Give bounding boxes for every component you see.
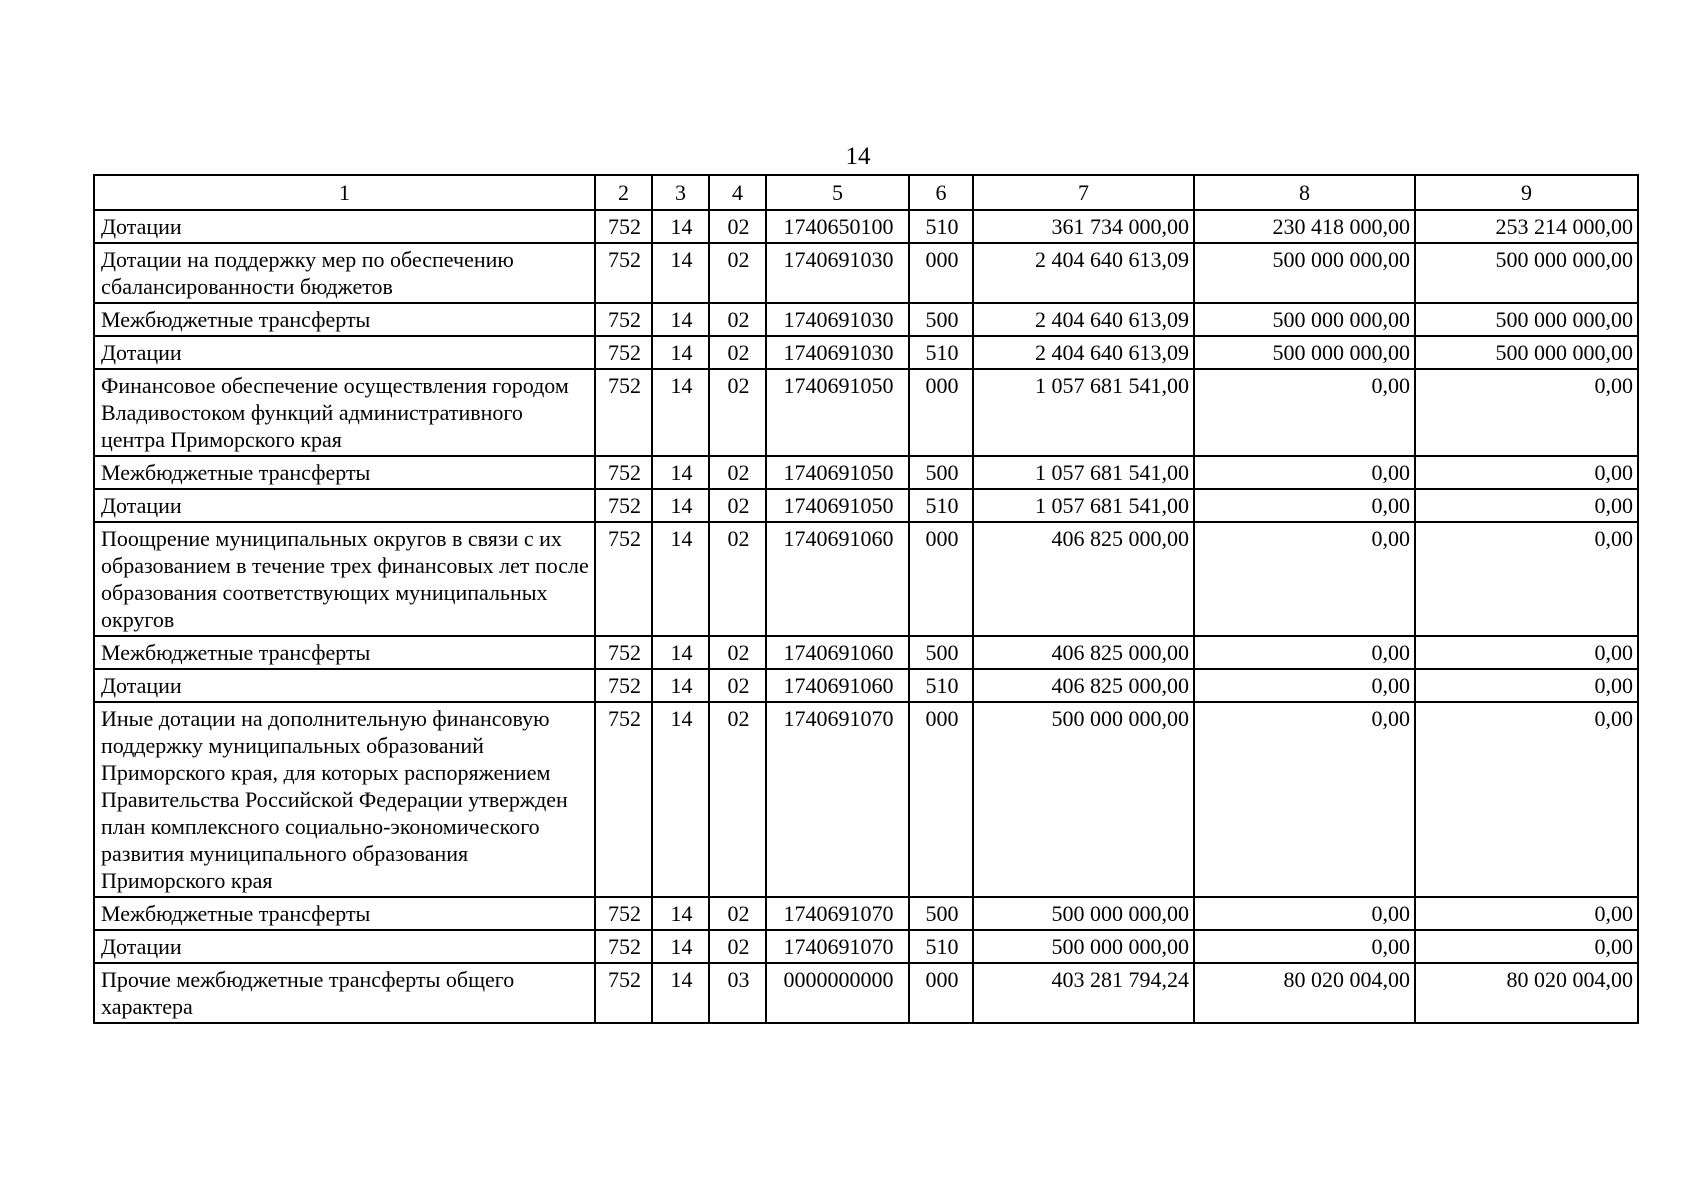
amount-col9: 0,00 [1415,930,1638,963]
amount-col8: 0,00 [1194,669,1415,702]
subsection-code: 14 [652,369,709,456]
expense-type-code: 510 [909,336,973,369]
section-code: 752 [595,456,652,489]
row-name: Межбюджетные трансферты [94,303,595,336]
table-row [94,963,1638,1023]
row-name: Дотации на поддержку мер по обеспечению сбалансированности бюджетов [94,243,595,303]
target-code: 1740691070 [766,930,909,963]
section-code: 752 [595,930,652,963]
header-cell: 8 [1194,175,1415,210]
target-code: 1740650100 [766,210,909,243]
amount-col7: 406 825 000,00 [973,522,1194,636]
row-name: Межбюджетные трансферты [94,456,595,489]
subsection-code: 14 [652,489,709,522]
target-code: 1740691060 [766,522,909,636]
subsection-code: 14 [652,456,709,489]
section-code: 752 [595,210,652,243]
subsection-code: 14 [652,930,709,963]
header-row [94,175,1638,210]
amount-col7: 2 404 640 613,09 [973,303,1194,336]
table-row [94,303,1638,336]
subsection-code: 14 [652,303,709,336]
row-name: Прочие межбюджетные трансферты общего характера [94,963,595,1023]
subsection-code: 14 [652,336,709,369]
row-name: Дотации [94,930,595,963]
table-row [94,897,1638,930]
amount-col9: 253 214 000,00 [1415,210,1638,243]
table-row [94,369,1638,456]
header-cell: 3 [652,175,709,210]
article-code: 02 [709,489,766,522]
article-code: 02 [709,669,766,702]
header-cell: 1 [94,175,595,210]
article-code: 02 [709,369,766,456]
expense-type-code: 510 [909,489,973,522]
article-code: 03 [709,963,766,1023]
table-row [94,489,1638,522]
target-code: 1740691030 [766,303,909,336]
subsection-code: 14 [652,897,709,930]
expense-type-code: 000 [909,522,973,636]
amount-col9: 0,00 [1415,522,1638,636]
target-code: 0000000000 [766,963,909,1023]
header-cell: 5 [766,175,909,210]
article-code: 02 [709,456,766,489]
amount-col9: 0,00 [1415,456,1638,489]
expense-type-code: 000 [909,243,973,303]
amount-col8: 230 418 000,00 [1194,210,1415,243]
article-code: 02 [709,522,766,636]
article-code: 02 [709,930,766,963]
section-code: 752 [595,303,652,336]
expense-type-code: 510 [909,669,973,702]
article-code: 02 [709,897,766,930]
amount-col9: 0,00 [1415,636,1638,669]
section-code: 752 [595,336,652,369]
target-code: 1740691050 [766,489,909,522]
article-code: 02 [709,636,766,669]
amount-col7: 406 825 000,00 [973,669,1194,702]
table-body [94,210,1638,1023]
amount-col9: 500 000 000,00 [1415,243,1638,303]
table-row [94,456,1638,489]
amount-col9: 80 020 004,00 [1415,963,1638,1023]
page-number: 14 [845,143,871,170]
amount-col7: 1 057 681 541,00 [973,489,1194,522]
article-code: 02 [709,303,766,336]
row-name: Межбюджетные трансферты [94,897,595,930]
section-code: 752 [595,963,652,1023]
header-cell: 2 [595,175,652,210]
amount-col9: 0,00 [1415,897,1638,930]
target-code: 1740691030 [766,243,909,303]
amount-col9: 0,00 [1415,489,1638,522]
target-code: 1740691050 [766,456,909,489]
table-header [94,175,1638,210]
section-code: 752 [595,522,652,636]
row-name: Финансовое обеспечение осуществления городом Владивостоком функций административного центра Приморского края [94,369,595,456]
amount-col7: 2 404 640 613,09 [973,243,1194,303]
amount-col8: 0,00 [1194,369,1415,456]
row-name: Дотации [94,669,595,702]
target-code: 1740691070 [766,702,909,897]
amount-col8: 0,00 [1194,930,1415,963]
expense-type-code: 500 [909,636,973,669]
section-code: 752 [595,369,652,456]
row-name: Поощрение муниципальных округов в связи с их образованием в течение трех финансовых лет после образования соответствующих муниципальных округов [94,522,595,636]
subsection-code: 14 [652,702,709,897]
header-cell: 6 [909,175,973,210]
subsection-code: 14 [652,636,709,669]
article-code: 02 [709,243,766,303]
table-row [94,930,1638,963]
row-name: Дотации [94,210,595,243]
amount-col7: 406 825 000,00 [973,636,1194,669]
article-code: 02 [709,702,766,897]
target-code: 1740691060 [766,669,909,702]
table-row [94,336,1638,369]
subsection-code: 14 [652,210,709,243]
amount-col7: 361 734 000,00 [973,210,1194,243]
target-code: 1740691030 [766,336,909,369]
amount-col7: 500 000 000,00 [973,897,1194,930]
amount-col7: 2 404 640 613,09 [973,336,1194,369]
header-cell: 7 [973,175,1194,210]
subsection-code: 14 [652,963,709,1023]
amount-col7: 500 000 000,00 [973,930,1194,963]
amount-col9: 0,00 [1415,369,1638,456]
table-row [94,243,1638,303]
amount-col8: 0,00 [1194,636,1415,669]
row-name: Иные дотации на дополнительную финансовую поддержку муниципальных образований Приморского края, для которых распоряжением Правительства Российской Федерации утвержден план комплексного социально-экономического развития муниципального образования Приморского края [94,702,595,897]
section-code: 752 [595,636,652,669]
expense-type-code: 000 [909,369,973,456]
amount-col8: 500 000 000,00 [1194,303,1415,336]
expense-type-code: 000 [909,963,973,1023]
expense-type-code: 500 [909,897,973,930]
table-row [94,522,1638,636]
expense-type-code: 510 [909,930,973,963]
target-code: 1740691070 [766,897,909,930]
amount-col8: 80 020 004,00 [1194,963,1415,1023]
table-row [94,669,1638,702]
article-code: 02 [709,336,766,369]
row-name: Дотации [94,336,595,369]
header-cell: 4 [709,175,766,210]
section-code: 752 [595,243,652,303]
expense-type-code: 500 [909,456,973,489]
article-code: 02 [709,210,766,243]
section-code: 752 [595,669,652,702]
table-row [94,636,1638,669]
amount-col9: 0,00 [1415,669,1638,702]
amount-col9: 500 000 000,00 [1415,303,1638,336]
amount-col8: 0,00 [1194,456,1415,489]
row-name: Дотации [94,489,595,522]
expense-type-code: 500 [909,303,973,336]
amount-col8: 0,00 [1194,702,1415,897]
subsection-code: 14 [652,243,709,303]
amount-col8: 0,00 [1194,897,1415,930]
row-name: Межбюджетные трансферты [94,636,595,669]
table-row [94,210,1638,243]
amount-col7: 403 281 794,24 [973,963,1194,1023]
table-row [94,702,1638,897]
amount-col7: 1 057 681 541,00 [973,369,1194,456]
expense-type-code: 510 [909,210,973,243]
target-code: 1740691060 [766,636,909,669]
amount-col9: 500 000 000,00 [1415,336,1638,369]
amount-col8: 0,00 [1194,522,1415,636]
amount-col8: 0,00 [1194,489,1415,522]
subsection-code: 14 [652,522,709,636]
header-cell: 9 [1415,175,1638,210]
section-code: 752 [595,897,652,930]
expense-type-code: 000 [909,702,973,897]
section-code: 752 [595,489,652,522]
amount-col8: 500 000 000,00 [1194,336,1415,369]
amount-col8: 500 000 000,00 [1194,243,1415,303]
budget-table [93,174,1639,1024]
section-code: 752 [595,702,652,897]
subsection-code: 14 [652,669,709,702]
target-code: 1740691050 [766,369,909,456]
amount-col7: 1 057 681 541,00 [973,456,1194,489]
amount-col7: 500 000 000,00 [973,702,1194,897]
amount-col9: 0,00 [1415,702,1638,897]
